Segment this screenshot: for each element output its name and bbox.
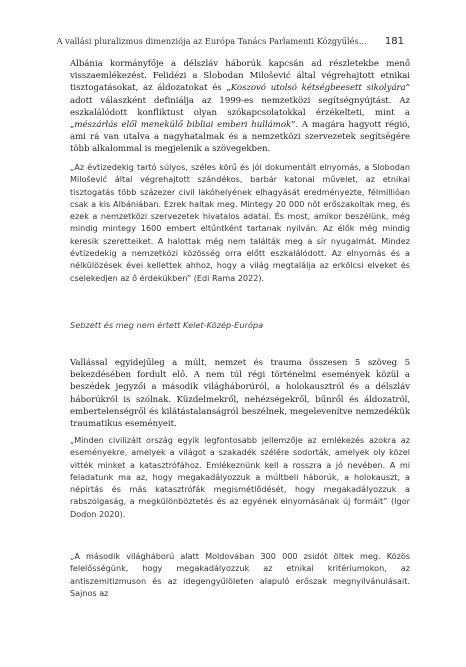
block-quote-1: [70, 161, 410, 284]
section-heading: [70, 320, 410, 330]
section-heading-text: Sebzett és meg nem értett Kelet-Közép-Európa: [70, 320, 264, 330]
block-quote-3-text: „A második világháború alatt Moldovában 300 000 zsidót öltek meg. Közös felelősségünk, hogy megakadályozzuk az etnikai kritériumokon, az antiszemitizmuson és az idegengyűlöleten alapuló erőszak megnyilvánulásait. Sajnos az: [70, 551, 410, 598]
paragraph-2-text: Vallással egyidejűleg a múlt, nemzet és trauma összesen 5 szöveg 5 bekezdésében fordult elő. A nem túl régi történelmi események közül a beszédek jegyzői a második világháborúról, a holokausztról és a délszláv háborúkról is szólnak. Küzdelmekről, nehézségekről, bűnről és áldozatról, embertelenségről és kilátástalanságról beszélnek, megelevenítve nemzedékük traumatikus eseményeit.: [70, 358, 410, 430]
paragraph-1-text-c: ”. A magára hagyott régió, ami rá van utalva a nagyhatalmak és a nemzetközi szervezetek segítségére több alkalommal is megjelenik a szövegekben.: [70, 120, 410, 155]
block-quote-1-text: „Az évtizedekig tartó súlyos, széles körű és jól dokumentált elnyomás, a Slobodan Milošević által végrehajtott szándékos, barbár katonai művelet, az etnikai tisztogatás több százezer civil lakóhelyének elhagyását eredményezte, félmillióan csak a kis Albániában. Ezrek haltak meg. Mintegy 20 000 nőt erőszakoltak meg, és ezek a nemzetközi szervezetek hivatalos adatai. És most, amikor beszélünk, még mindig mintegy 1600 embert eltűntként tartanak nyilván. Az élők még mindig keresik szeretteiket. A halottak még nem találták meg a sír nyugalmát. Mindez évtizedekig a nemzetközi közösség orra előtt eszkalálódott. Az elnyomás és a nélkülözések évei kellettek ahhoz, hogy a világ megtalálja az erkölcsi elveket és cselekedjen az ő érdekükben” (Edi Rama 2022).: [70, 162, 410, 283]
running-header: [56, 33, 404, 49]
body-paragraph-1: [70, 58, 410, 156]
block-quote-3: [70, 550, 410, 599]
block-quote-2-text: „Minden civilizált ország egyik legfontosabb jellemzője az emlékezés azokra az eseményekre, amelyek a világot a szakadék szélére sodorták, amelyek oly közel vitték minket a katasztrófához. Emlékeznünk kell a rosszra a jó nevében. A mi feladatunk ma az, hogy megakadályozzuk a múltbeli háborúk, a holokauszt, a népirtás és más katasztrófák megismétlődését, hogy megakadályozzuk a rabszolgaság, a megkülönböztetés és az egyének elnyomásának új formáit” (Igor Dodon 2020).: [70, 435, 410, 519]
paragraph-1-quote-title-1: Koszovó utolsó kétségbeesett sikolyára: [230, 83, 406, 94]
page-number: 181: [384, 35, 404, 47]
paragraph-1-text-b: ” adott válaszként definiálja az 1999-es nemzetközi segítségnyújtást. Az eszkalálódott konfliktust olyan szókapcsolatokkal érzékelteti, mint a „: [70, 83, 410, 131]
paragraph-1-quote-title-2: mészárlás elől menekülő bibliai emberi hullámok: [74, 120, 292, 131]
block-quote-2: [70, 434, 410, 520]
body-paragraph-2: [70, 357, 410, 430]
paragraph-1-text-a: Albánia kormányfője a délszláv háborúk kapcsán ad részletekbe menő visszaemlékezést. Felidézi a Slobodan Milošević által végrehajtott etnikai tisztogatásokat, az áldozatokat és „: [70, 59, 410, 94]
running-header-title: A vallási pluralizmus dimenziója az Európa Tanács Parlamenti Közgyűlés…: [56, 36, 367, 46]
